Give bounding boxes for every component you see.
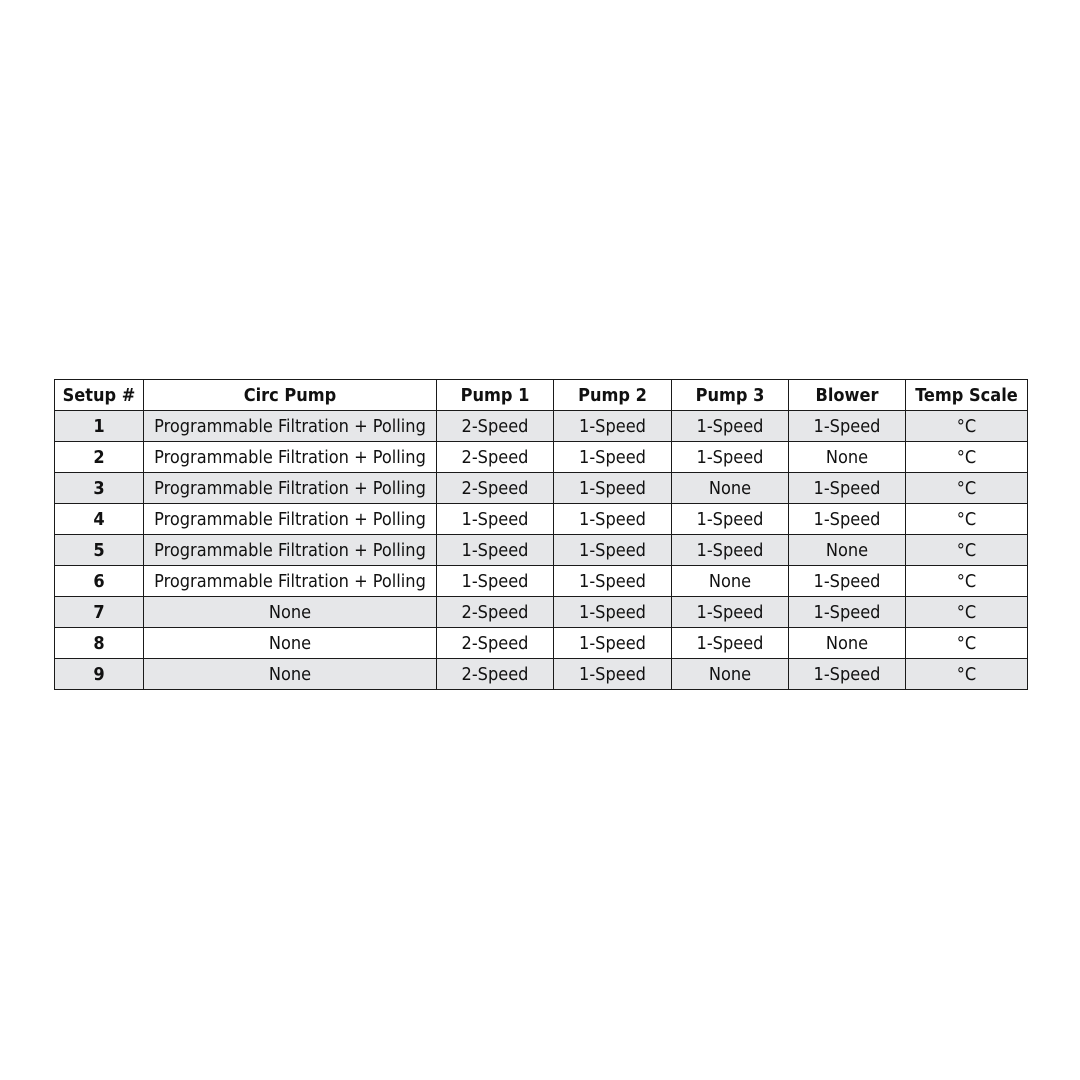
table-row [55,504,1028,535]
cell-blower: 1-Speed [789,659,906,690]
cell-setup-number: 3 [55,473,144,504]
header-pump-1: Pump 1 [437,380,554,411]
cell-pump-1: 2-Speed [437,628,554,659]
cell-circ-pump: Programmable Filtration + Polling [144,566,437,597]
cell-pump-3: 1-Speed [672,535,789,566]
setup-configuration-table [54,379,1028,690]
cell-pump-1: 1-Speed [437,566,554,597]
cell-pump-2: 1-Speed [554,535,672,566]
cell-temp-scale: °C [906,597,1028,628]
cell-circ-pump: None [144,628,437,659]
cell-circ-pump: Programmable Filtration + Polling [144,411,437,442]
cell-setup-number: 4 [55,504,144,535]
cell-pump-1: 2-Speed [437,411,554,442]
cell-pump-2: 1-Speed [554,473,672,504]
cell-setup-number: 6 [55,566,144,597]
cell-blower: None [789,442,906,473]
header-blower: Blower [789,380,906,411]
table-row [55,566,1028,597]
cell-pump-2: 1-Speed [554,504,672,535]
cell-temp-scale: °C [906,504,1028,535]
cell-circ-pump: Programmable Filtration + Polling [144,504,437,535]
cell-blower: None [789,535,906,566]
header-temp-scale: Temp Scale [906,380,1028,411]
cell-temp-scale: °C [906,442,1028,473]
cell-temp-scale: °C [906,473,1028,504]
table-row [55,597,1028,628]
cell-pump-2: 1-Speed [554,442,672,473]
cell-setup-number: 7 [55,597,144,628]
cell-pump-1: 1-Speed [437,535,554,566]
cell-setup-number: 9 [55,659,144,690]
table-row [55,659,1028,690]
cell-pump-2: 1-Speed [554,566,672,597]
cell-temp-scale: °C [906,411,1028,442]
cell-pump-1: 2-Speed [437,597,554,628]
cell-circ-pump: Programmable Filtration + Polling [144,442,437,473]
cell-setup-number: 1 [55,411,144,442]
cell-blower: 1-Speed [789,411,906,442]
cell-temp-scale: °C [906,535,1028,566]
cell-pump-2: 1-Speed [554,411,672,442]
cell-pump-3: None [672,566,789,597]
cell-pump-3: None [672,473,789,504]
cell-circ-pump: Programmable Filtration + Polling [144,473,437,504]
table-row [55,535,1028,566]
cell-setup-number: 2 [55,442,144,473]
cell-pump-2: 1-Speed [554,659,672,690]
table-row [55,442,1028,473]
cell-blower: 1-Speed [789,597,906,628]
cell-pump-1: 2-Speed [437,659,554,690]
cell-pump-3: 1-Speed [672,411,789,442]
cell-blower: None [789,628,906,659]
cell-pump-3: 1-Speed [672,597,789,628]
cell-pump-2: 1-Speed [554,597,672,628]
header-pump-3: Pump 3 [672,380,789,411]
table-row [55,411,1028,442]
table-row [55,473,1028,504]
cell-blower: 1-Speed [789,566,906,597]
cell-circ-pump: Programmable Filtration + Polling [144,535,437,566]
cell-circ-pump: None [144,659,437,690]
table-row [55,628,1028,659]
cell-pump-1: 2-Speed [437,473,554,504]
cell-blower: 1-Speed [789,504,906,535]
cell-pump-1: 1-Speed [437,504,554,535]
header-setup-number: Setup # [55,380,144,411]
cell-temp-scale: °C [906,628,1028,659]
cell-temp-scale: °C [906,659,1028,690]
cell-pump-3: None [672,659,789,690]
cell-blower: 1-Speed [789,473,906,504]
cell-pump-2: 1-Speed [554,628,672,659]
cell-setup-number: 5 [55,535,144,566]
header-circ-pump: Circ Pump [144,380,437,411]
table-header-row [55,380,1028,411]
cell-temp-scale: °C [906,566,1028,597]
header-pump-2: Pump 2 [554,380,672,411]
cell-pump-1: 2-Speed [437,442,554,473]
cell-circ-pump: None [144,597,437,628]
cell-pump-3: 1-Speed [672,442,789,473]
cell-pump-3: 1-Speed [672,504,789,535]
cell-setup-number: 8 [55,628,144,659]
cell-pump-3: 1-Speed [672,628,789,659]
